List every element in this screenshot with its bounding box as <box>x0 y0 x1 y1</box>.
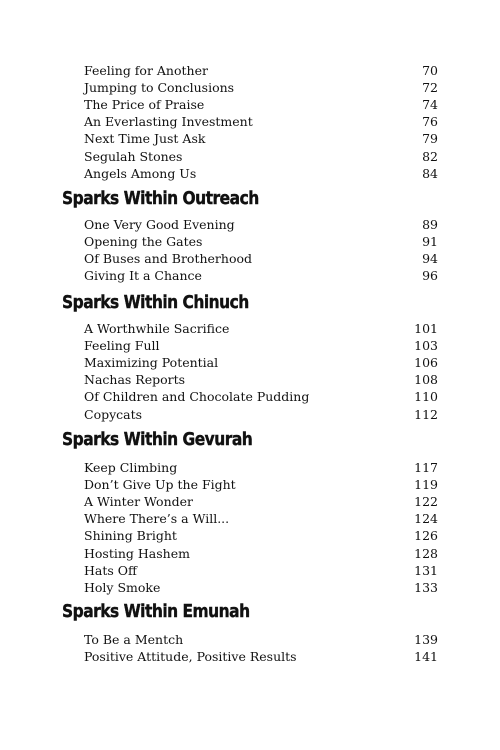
entry-page-number: 106 <box>414 355 438 371</box>
toc-entry[interactable] <box>84 337 438 354</box>
toc-entry[interactable] <box>84 62 438 79</box>
entry-page-number: 139 <box>414 632 438 647</box>
entry-page-number: 70 <box>422 63 438 78</box>
toc-entry[interactable] <box>84 388 438 405</box>
entry-title: Don’t Give Up the Fight <box>84 477 236 493</box>
toc-entry[interactable] <box>84 493 438 510</box>
section-heading: Sparks Within Gevurah <box>62 429 253 450</box>
toc-entry[interactable] <box>84 371 438 388</box>
entry-page-number: 108 <box>414 372 438 388</box>
toc-entry[interactable] <box>84 545 438 562</box>
toc-entry[interactable] <box>84 527 438 544</box>
entry-title: One Very Good Evening <box>84 217 235 232</box>
entry-title: Of Children and Chocolate Pudding <box>84 389 310 405</box>
entry-title: Where There’s a Will... <box>84 511 230 527</box>
toc-entry[interactable] <box>84 354 438 371</box>
entry-page-number: 72 <box>422 80 438 96</box>
entry-title: Feeling for Another <box>84 63 208 78</box>
toc-entry[interactable] <box>84 250 438 267</box>
entry-title: Nachas Reports <box>84 372 186 388</box>
entry-title: Hosting Hashem <box>84 545 190 561</box>
entry-title: A Worthwhile Sacrifice <box>84 321 230 336</box>
entry-page-number: 131 <box>414 562 438 578</box>
toc-entry[interactable] <box>84 113 438 130</box>
entry-page-number: 128 <box>414 545 438 561</box>
toc-entry[interactable] <box>84 267 438 284</box>
toc-entry[interactable] <box>84 510 438 527</box>
entry-title: Jumping to Conclusions <box>84 80 235 96</box>
toc-entry[interactable] <box>84 459 438 476</box>
entry-page-number: 79 <box>422 131 438 147</box>
entry-title: Feeling Full <box>84 338 160 354</box>
entry-page-number: 133 <box>414 579 438 595</box>
entry-page-number: 110 <box>414 389 438 405</box>
entry-title: Copycats <box>84 406 143 422</box>
section-heading: Sparks Within Outreach <box>62 188 259 209</box>
entry-title: Holy Smoke <box>84 579 161 595</box>
entry-page-number: 89 <box>422 217 438 232</box>
entry-page-number: 74 <box>422 97 438 113</box>
entry-title: Of Buses and Brotherhood <box>84 251 252 267</box>
entry-page-number: 112 <box>414 406 438 422</box>
toc-entry[interactable] <box>84 79 438 96</box>
entry-title: Keep Climbing <box>84 460 178 475</box>
entry-title: Shining Bright <box>84 528 177 544</box>
entry-title: A Winter Wonder <box>84 494 193 510</box>
toc-entry[interactable] <box>84 562 438 579</box>
entry-title: The Price of Praise <box>84 97 205 113</box>
entry-page-number: 91 <box>422 234 438 250</box>
entry-title: Positive Attitude, Positive Results <box>84 649 297 665</box>
toc-entry[interactable] <box>84 406 438 423</box>
toc-entry[interactable] <box>84 579 438 596</box>
section-heading: Sparks Within Chinuch <box>62 292 249 313</box>
entry-title: Next Time Just Ask <box>84 131 206 147</box>
section-heading: Sparks Within Emunah <box>62 601 250 622</box>
entry-page-number: 96 <box>422 268 438 284</box>
entry-page-number: 124 <box>414 511 438 527</box>
entry-page-number: 141 <box>414 649 438 665</box>
toc-entry[interactable] <box>84 216 438 233</box>
entry-title: Hats Off <box>84 562 137 578</box>
toc-entry[interactable] <box>84 233 438 250</box>
toc-entry[interactable] <box>84 320 438 337</box>
toc-entry[interactable] <box>84 165 438 182</box>
entry-page-number: 82 <box>422 148 438 164</box>
toc-entry[interactable] <box>84 148 438 165</box>
entry-title: Angels Among Us <box>84 165 197 181</box>
entry-page-number: 126 <box>414 528 438 544</box>
entry-title: Giving It a Chance <box>84 268 202 284</box>
toc-entry[interactable] <box>84 631 438 648</box>
entry-page-number: 119 <box>414 477 438 493</box>
entry-title: An Everlasting Investment <box>84 114 253 130</box>
entry-title: Maximizing Potential <box>84 355 219 371</box>
toc-entry[interactable] <box>84 96 438 113</box>
toc-entry[interactable] <box>84 476 438 493</box>
entry-page-number: 117 <box>414 460 438 475</box>
entry-page-number: 122 <box>414 494 438 510</box>
entry-title: Segulah Stones <box>84 148 183 164</box>
entry-page-number: 101 <box>414 321 438 336</box>
entry-page-number: 103 <box>414 338 438 354</box>
entry-page-number: 94 <box>422 251 438 267</box>
entry-page-number: 76 <box>422 114 438 130</box>
entry-page-number: 84 <box>422 165 438 181</box>
toc-entry[interactable] <box>84 648 438 665</box>
toc-entry[interactable] <box>84 130 438 147</box>
entry-title: Opening the Gates <box>84 234 203 250</box>
entry-title: To Be a Mentch <box>84 632 184 647</box>
